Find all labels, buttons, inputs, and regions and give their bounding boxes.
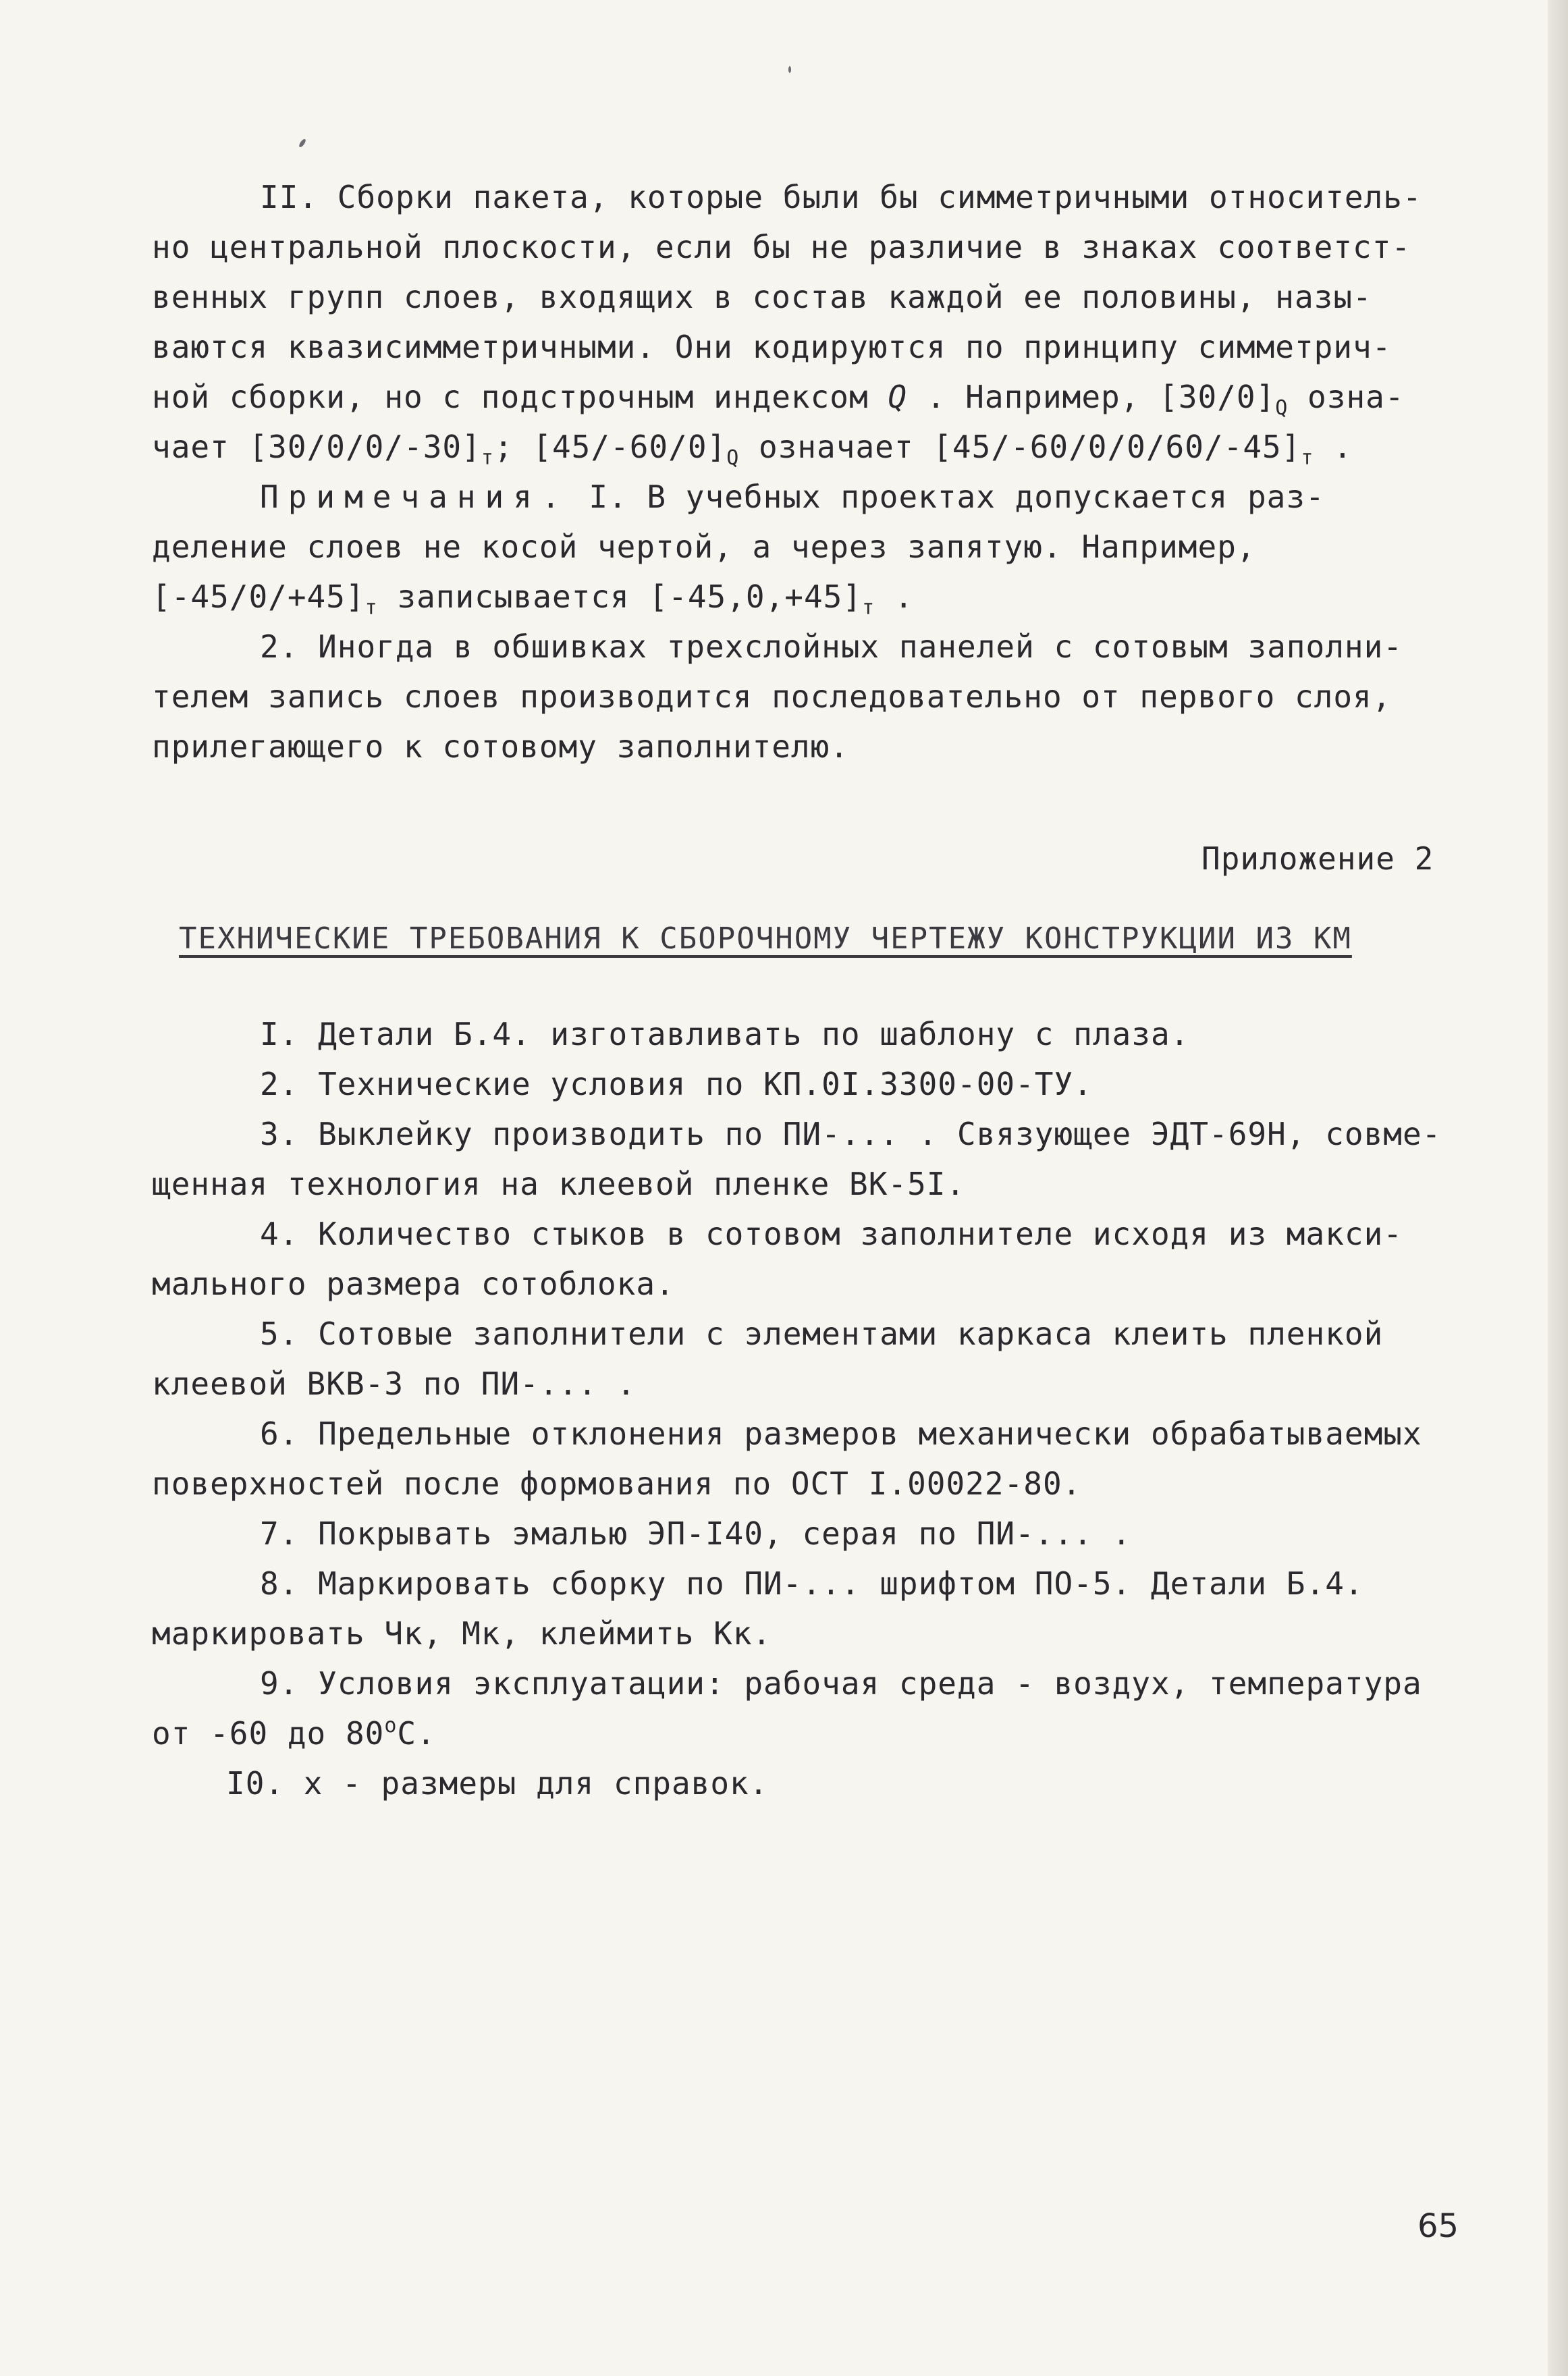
paragraph-block (152, 172, 1519, 772)
requirement-line: 5. Сотовые заполнители с элементами каркаса клеить пленкой (260, 1316, 1384, 1352)
text-fragment: [-45/0/+45] (152, 578, 365, 615)
requirement-item (152, 1409, 1519, 1509)
italic-q: Q (888, 379, 908, 415)
requirement-line (152, 1708, 1519, 1758)
note-line (152, 572, 1519, 622)
requirement-line: 4. Количество стыков в сотовом заполнителе исходя из макси- (260, 1216, 1403, 1252)
text-fragment: означает [45/-60/0/0/60/-45] (739, 429, 1301, 465)
text-line: но центральной плоскости, если бы не различие в знаках соответст- (152, 229, 1411, 265)
requirement-line: 2. Технические условия по КП.0I.3300-00-ТУ. (260, 1066, 1093, 1102)
note-label: Примечания. (260, 479, 570, 515)
text-fragment: от -60 до 80 (152, 1715, 385, 1752)
subscript: т (364, 596, 378, 620)
section-heading: ТЕХНИЧЕСКИЕ ТРЕБОВАНИЯ К СБОРОЧНОМУ ЧЕРТЕЖУ КОНСТРУКЦИИ ИЗ КМ (179, 921, 1352, 956)
requirement-item (152, 1059, 1519, 1109)
requirement-item (152, 1309, 1519, 1409)
requirement-line: поверхностей после формования по ОСТ I.00022-80. (152, 1465, 1082, 1502)
requirements-list (152, 1009, 1519, 1808)
subscript: т (481, 446, 494, 470)
text-line: II. Сборки пакета, которые были бы симметричными относитель- (260, 179, 1422, 215)
appendix-label: Приложение 2 (1201, 840, 1434, 877)
requirement-line: 3. Выклейку производить по ПИ-... . Связующее ЭДТ-69Н, совме- (260, 1116, 1442, 1152)
text-fragment: ; [45/-60/0] (493, 429, 727, 465)
subscript: Q (726, 446, 740, 470)
requirement-item (152, 1109, 1519, 1209)
text-fragment: . Например, [30/0] (907, 379, 1276, 415)
text-fragment: . (875, 578, 914, 615)
text-line: венных групп слоев, входящих в состав каждой ее половины, назы- (152, 279, 1372, 315)
note-line: 2. Иногда в обшивках трехслойных панелей с сотовым заполни- (260, 628, 1403, 665)
requirement-line: I0. х - размеры для справок. (226, 1765, 769, 1802)
note-line: прилегающего к сотовому заполнителю. (152, 728, 849, 765)
text-line (152, 372, 1519, 422)
requirement-line: клеевой ВКВ-3 по ПИ-... . (152, 1366, 637, 1402)
paragraph-11 (152, 172, 1519, 222)
requirement-item (152, 1658, 1519, 1758)
requirement-item (152, 1009, 1519, 1059)
requirement-item (152, 1209, 1519, 1309)
text-line: ваются квазисимметричными. Они кодируются по принципу симметрич- (152, 329, 1392, 365)
requirement-line: 9. Условия эксплуатации: рабочая среда - воздух, температура (260, 1665, 1422, 1702)
subscript: т (1301, 446, 1314, 470)
text-fragment: ной сборки, но с подстрочным индексом (152, 379, 888, 415)
speck (788, 66, 791, 73)
requirement-line: 8. Маркировать сборку по ПИ-... шрифтом ПО-5. Детали Б.4. (260, 1565, 1364, 1602)
requirement-item (152, 1509, 1519, 1559)
subscript: т (862, 596, 875, 620)
requirement-line: 7. Покрывать эмалью ЭП-I40, серая по ПИ-... . (260, 1515, 1132, 1552)
requirement-line: маркировать Чк, Мк, клеймить Кк. (152, 1615, 772, 1652)
text-fragment: озна- (1288, 379, 1405, 415)
requirement-line: I. Детали Б.4. изготавливать по шаблону с плаза. (260, 1016, 1190, 1052)
text-fragment: I. В учебных проектах допускается раз- (569, 479, 1325, 515)
page-edge (1548, 0, 1568, 2376)
note-line: телем запись слоев производится последовательно от первого слоя, (152, 678, 1392, 715)
superscript: о (384, 1714, 398, 1737)
requirement-line: мального размера сотоблока. (152, 1266, 675, 1302)
note-line (152, 472, 1519, 522)
requirement-line: 6. Предельные отклонения размеров механически обрабатываемых (260, 1415, 1422, 1452)
page-number: 65 (1417, 2207, 1459, 2245)
speck (298, 138, 307, 148)
note-line: деление слоев не косой чертой, а через запятую. Например, (152, 529, 1256, 565)
subscript: Q (1275, 396, 1289, 420)
text-line (152, 422, 1519, 472)
text-fragment: . (1314, 429, 1353, 465)
requirement-line: щенная технология на клеевой пленке ВК-5I. (152, 1166, 966, 1202)
requirement-item (152, 1559, 1519, 1658)
text-fragment: записывается [-45,0,+45] (377, 578, 863, 615)
text-fragment: чает [30/0/0/-30] (152, 429, 481, 465)
text-fragment: С. (397, 1715, 436, 1752)
requirement-item (152, 1758, 1519, 1808)
